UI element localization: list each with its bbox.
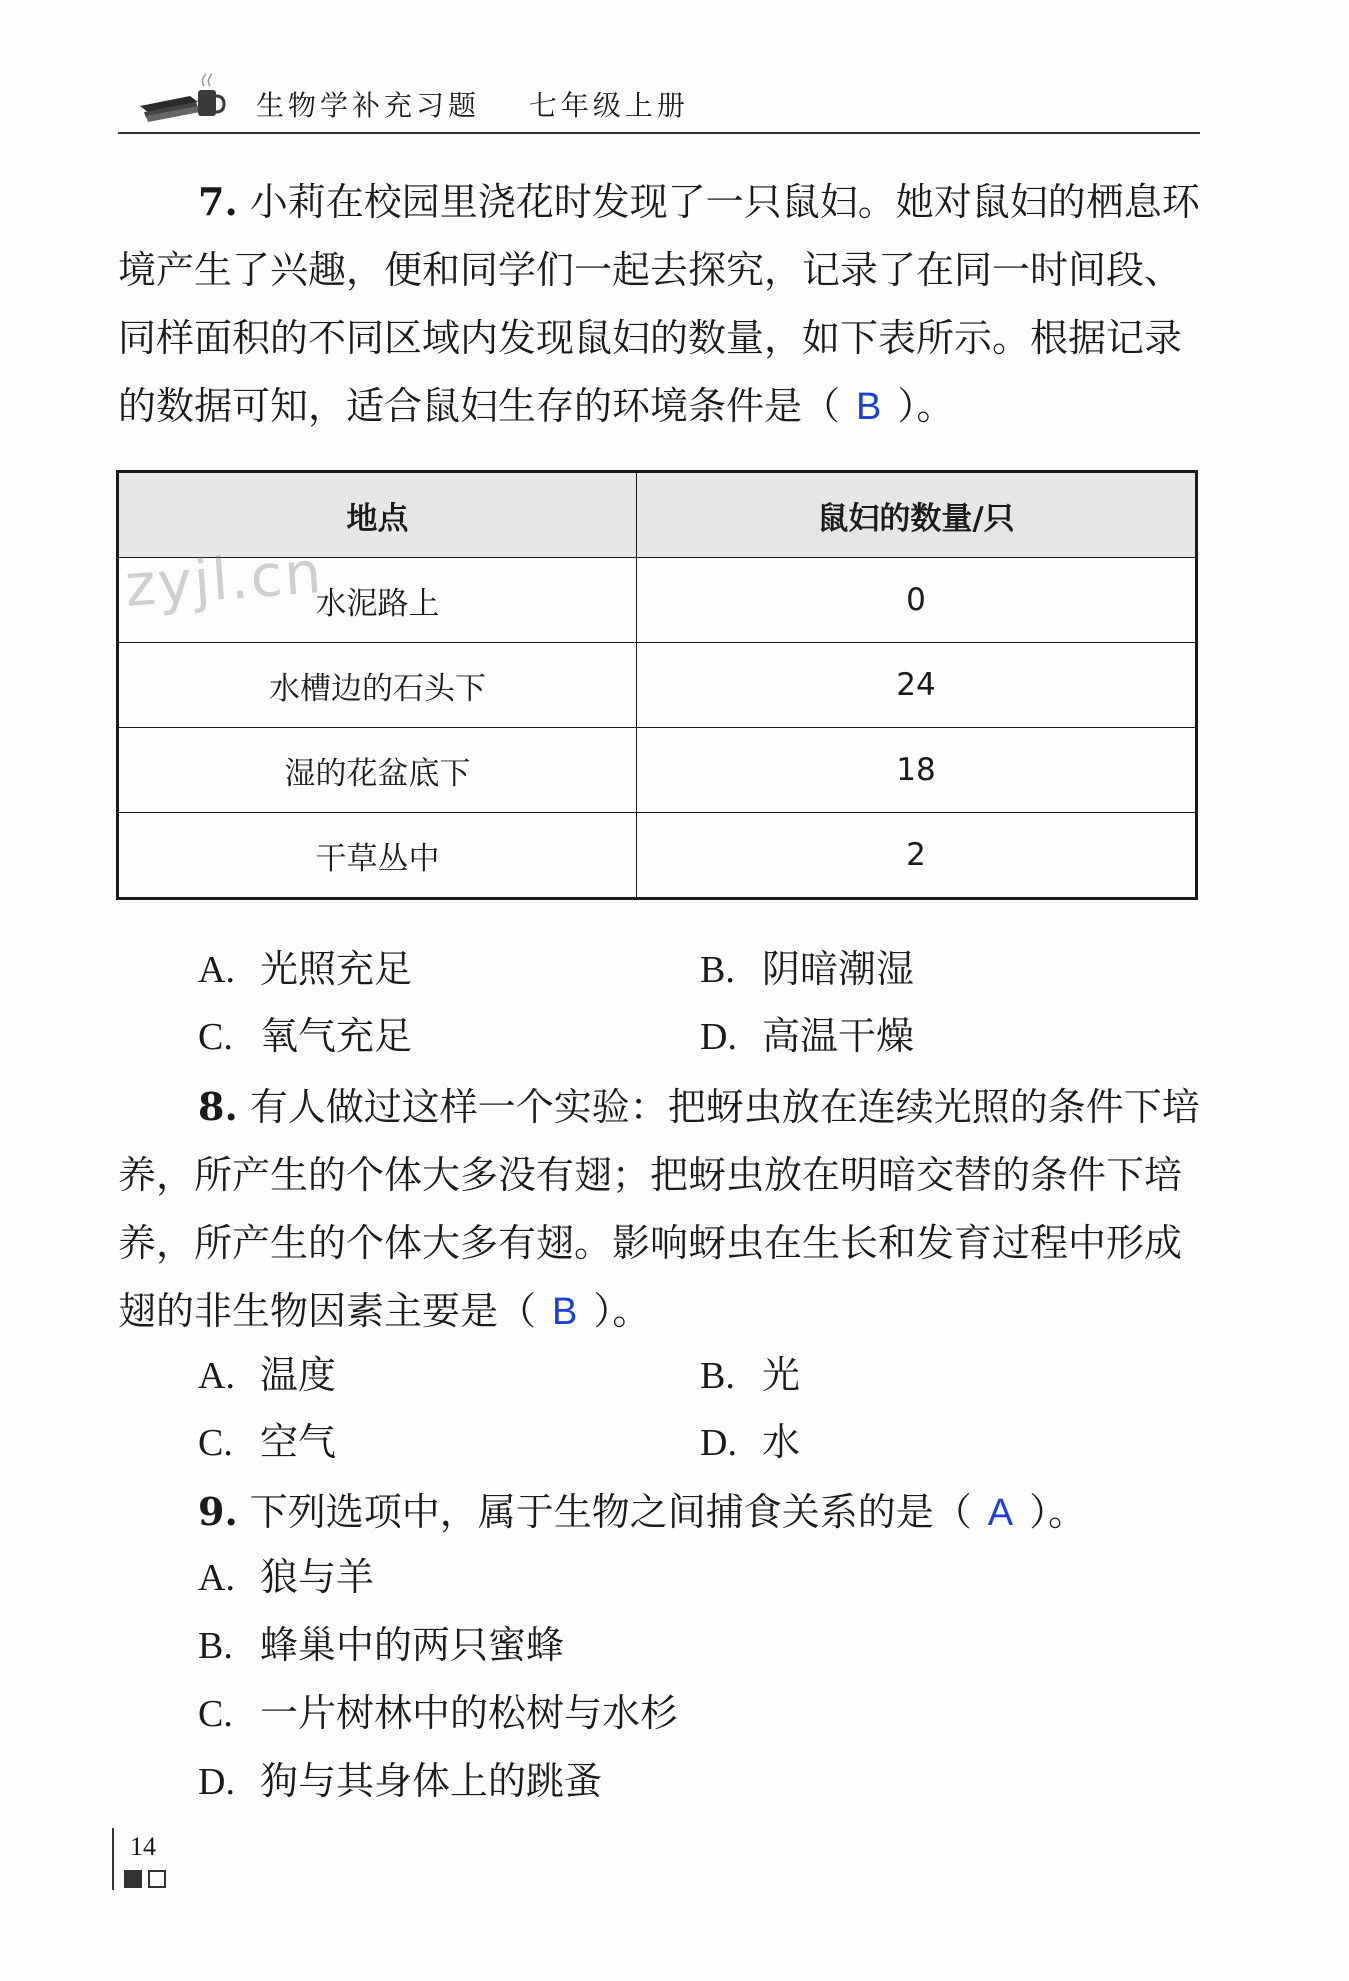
table-cell: 18 xyxy=(637,728,1197,813)
option: A. 温度 xyxy=(198,1353,337,1397)
option: C. 空气 xyxy=(198,1420,337,1464)
question-text-end: ）。 xyxy=(897,384,955,428)
question-number: 7. xyxy=(198,179,238,224)
table-cell: 水泥路上 xyxy=(118,558,637,643)
option: C. 一片树林中的松树与水杉 xyxy=(198,1691,679,1735)
book-title: 生物学补充习题 xyxy=(256,89,481,122)
header-title xyxy=(256,84,689,124)
option: C. 氧气充足 xyxy=(198,1014,413,1058)
table-row xyxy=(118,643,1197,728)
question-text-end: ）。 xyxy=(593,1289,651,1333)
empty-square-icon xyxy=(148,1870,166,1888)
answer-mark: B xyxy=(856,386,882,428)
question-text-end: ）。 xyxy=(1029,1490,1087,1534)
answer-mark: B xyxy=(552,1291,578,1333)
table-cell: 干草丛中 xyxy=(118,813,637,899)
option: B. 蜂巢中的两只蜜蜂 xyxy=(198,1623,565,1667)
page-number: 14 xyxy=(130,1832,156,1861)
option: D. 狗与其身体上的跳蚤 xyxy=(198,1759,603,1803)
table-header: 地点 xyxy=(118,472,637,558)
footer-divider xyxy=(112,1828,114,1890)
question-9 xyxy=(118,1478,1200,1547)
watermark: zyjl.cn xyxy=(122,538,326,620)
option: B. 阴暗潮湿 xyxy=(700,947,915,991)
table-cell: 湿的花盆底下 xyxy=(118,728,637,813)
table-cell: 0 xyxy=(637,558,1197,643)
question-text: 下列选项中，属于生物之间捕食关系的是（ xyxy=(249,1490,972,1534)
option: B. 光 xyxy=(700,1353,801,1397)
table-row xyxy=(118,813,1197,899)
filled-square-icon xyxy=(124,1870,142,1888)
option: A. 狼与羊 xyxy=(198,1555,375,1599)
question-number: 9. xyxy=(198,1489,238,1534)
question-7 xyxy=(118,168,1200,441)
table-row xyxy=(118,728,1197,813)
option: D. 水 xyxy=(700,1420,801,1464)
question-text: 小莉在校园里浇花时发现了一只鼠妇。她对鼠妇的栖息环境产生了兴趣，便和同学们一起去探究，记录了在同一时间段、同样面积的不同区域内发现鼠妇的数量，如下表所示。根据记录的数据可知，适合鼠妇生存的环境条件是（ xyxy=(118,180,1200,428)
option: A. 光照充足 xyxy=(198,947,413,991)
table-header: 鼠妇的数量/只 xyxy=(637,472,1197,558)
question-number: 8. xyxy=(198,1084,238,1129)
books-and-cup-icon xyxy=(138,72,228,124)
table-cell: 2 xyxy=(637,813,1197,899)
option: D. 高温干燥 xyxy=(700,1014,915,1058)
page-header xyxy=(118,62,1200,134)
table-cell: 水槽边的石头下 xyxy=(118,643,637,728)
table-cell: 24 xyxy=(637,643,1197,728)
book-grade: 七年级上册 xyxy=(528,89,689,122)
answer-mark: A xyxy=(987,1492,1014,1534)
question-text: 有人做过这样一个实验：把蚜虫放在连续光照的条件下培养，所产生的个体大多没有翅；把蚜虫放在明暗交替的条件下培养，所产生的个体大多有翅。影响蚜虫在生长和发育过程中形成翅的非生物因素主要是（ xyxy=(118,1085,1200,1333)
question-8 xyxy=(118,1073,1200,1346)
data-table xyxy=(116,470,1198,900)
